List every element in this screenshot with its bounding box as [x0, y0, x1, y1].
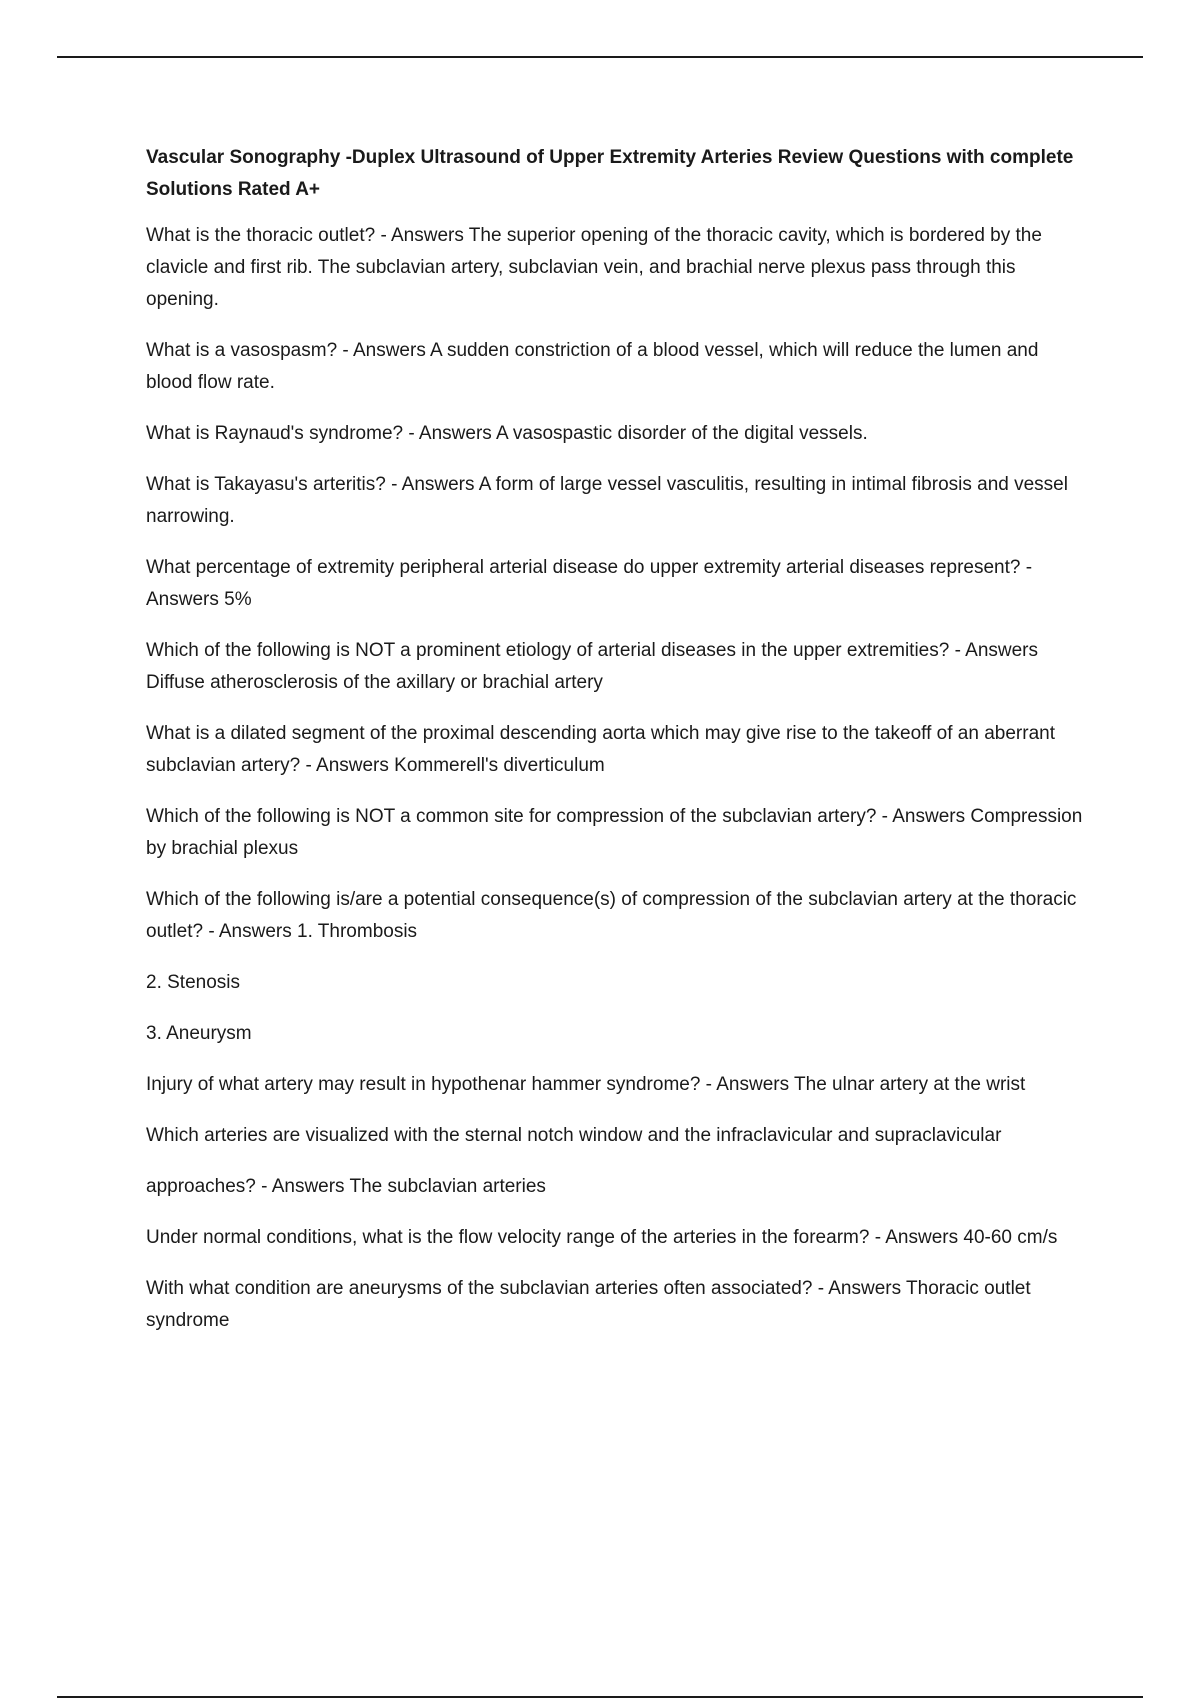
document-body — [146, 142, 1086, 1356]
document-title: Vascular Sonography -Duplex Ultrasound of Upper Extremity Arteries Review Questions with complete Solutions Rated A+ — [146, 147, 1074, 200]
qa-paragraph: Which of the following is NOT a common site for compression of the subclavian artery? - Answers Compression by brachial plexus — [146, 806, 1083, 859]
qa-paragraph: Injury of what artery may result in hypothenar hammer syndrome? - Answers The ulnar artery at the wrist — [146, 1074, 1026, 1095]
qa-paragraph: What is Raynaud's syndrome? - Answers A vasospastic disorder of the digital vessels. — [146, 423, 868, 444]
header-rule — [57, 56, 1143, 58]
qa-list-item: 2. Stenosis — [146, 972, 240, 993]
qa-paragraph: Which arteries are visualized with the sternal notch window and the infraclavicular and supraclavicular — [146, 1125, 1002, 1146]
qa-paragraph: What is the thoracic outlet? - Answers The superior opening of the thoracic cavity, which is bordered by the clavicle and first rib. The subclavian artery, subclavian vein, and brachial nerve plexus pass through this opening. — [146, 225, 1042, 310]
qa-paragraph: What is a dilated segment of the proximal descending aorta which may give rise to the takeoff of an aberrant subclavian artery? - Answers Kommerell's diverticulum — [146, 723, 1055, 776]
qa-paragraph: With what condition are aneurysms of the subclavian arteries often associated? - Answers Thoracic outlet syndrome — [146, 1278, 1031, 1331]
qa-paragraph: What is Takayasu's arteritis? - Answers A form of large vessel vasculitis, resulting in intimal fibrosis and vessel narrowing. — [146, 474, 1068, 527]
qa-paragraph: What is a vasospasm? - Answers A sudden constriction of a blood vessel, which will reduce the lumen and blood flow rate. — [146, 340, 1039, 393]
footer-rule — [57, 1696, 1143, 1698]
qa-paragraph: What percentage of extremity peripheral arterial disease do upper extremity arterial diseases represent? - Answers 5% — [146, 557, 1033, 610]
qa-paragraph: Under normal conditions, what is the flow velocity range of the arteries in the forearm? - Answers 40-60 cm/s — [146, 1227, 1058, 1248]
qa-paragraph: Which of the following is NOT a prominent etiology of arterial diseases in the upper extremities? - Answers Diffuse atherosclerosis of the axillary or brachial artery — [146, 640, 1039, 693]
qa-paragraph: Which of the following is/are a potential consequence(s) of compression of the subclavian artery at the thoracic outlet? - Answers 1. Thrombosis — [146, 889, 1077, 942]
qa-list-item: 3. Aneurysm — [146, 1023, 252, 1044]
qa-paragraph: approaches? - Answers The subclavian arteries — [146, 1176, 546, 1197]
